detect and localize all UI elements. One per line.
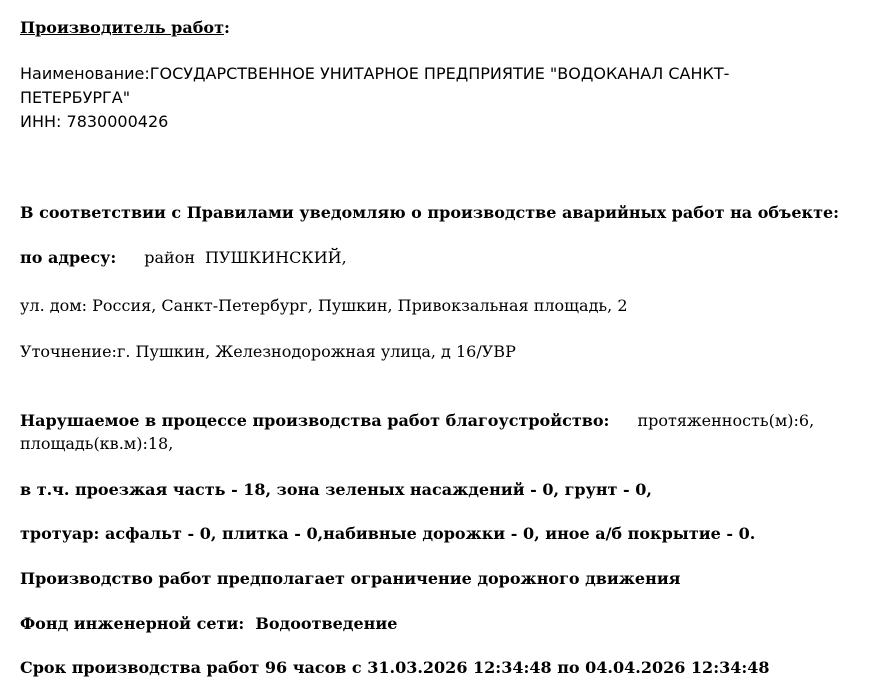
improvement-area: площадь(кв.м):18, [20,434,174,453]
clarification-label: Уточнение: [20,342,117,361]
network-label: Фонд инженерной сети: [20,614,245,633]
improvement-breakdown-2: тротуар: асфальт - 0, плитка - 0,набивные дорожки - 0, иное а/б покрытие - 0. [20,524,756,543]
improvement-breakdown-1: в т.ч. проезжая часть - 18, зона зеленых насаждений - 0, грунт - 0, [20,480,652,499]
contractor-heading-colon: : [223,18,230,37]
clarification-line [20,342,516,362]
notice-intro: В соответствии с Правилами уведомляю о производстве аварийных работ на объекте: [20,203,840,222]
contractor-heading-text: Производитель работ [20,18,224,37]
contractor-name-line2: ПЕТЕРБУРГА" [20,88,131,107]
contractor-name-value: ГОСУДАРСТВЕННОЕ УНИТАРНОЕ ПРЕДПРИЯТИЕ "ВОДОКАНАЛ САНКТ- [149,64,730,83]
district-label: район [144,248,195,267]
inn-label: ИНН: [20,112,62,131]
network-value: Водоотведение [255,614,398,633]
clarification-value: г. Пушкин, Железнодорожная улица, д 16/УВР [116,342,516,361]
improvement-length: протяженность(м):6, [637,411,815,430]
address-label: по адресу: [20,248,117,267]
network-row [20,614,397,634]
inn-value: 7830000426 [66,112,169,131]
district-value: ПУШКИНСКИЙ, [205,248,347,267]
improvement-row [20,411,814,431]
contractor-heading [20,18,230,38]
contractor-name-label: Наименование: [20,64,150,83]
schedule-line: Срок производства работ 96 часов с 31.03.2026 12:34:48 по 04.04.2026 12:34:48 [20,658,770,677]
address-row [20,248,347,268]
contractor-inn [20,112,168,132]
traffic-note: Производство работ предполагает ограничение дорожного движения [20,569,681,588]
street-line: ул. дом: Россия, Санкт-Петербург, Пушкин, Привокзальная площадь, 2 [20,296,628,315]
improvement-label: Нарушаемое в процессе производства работ благоустройство: [20,411,610,430]
contractor-name-line1 [20,64,729,84]
